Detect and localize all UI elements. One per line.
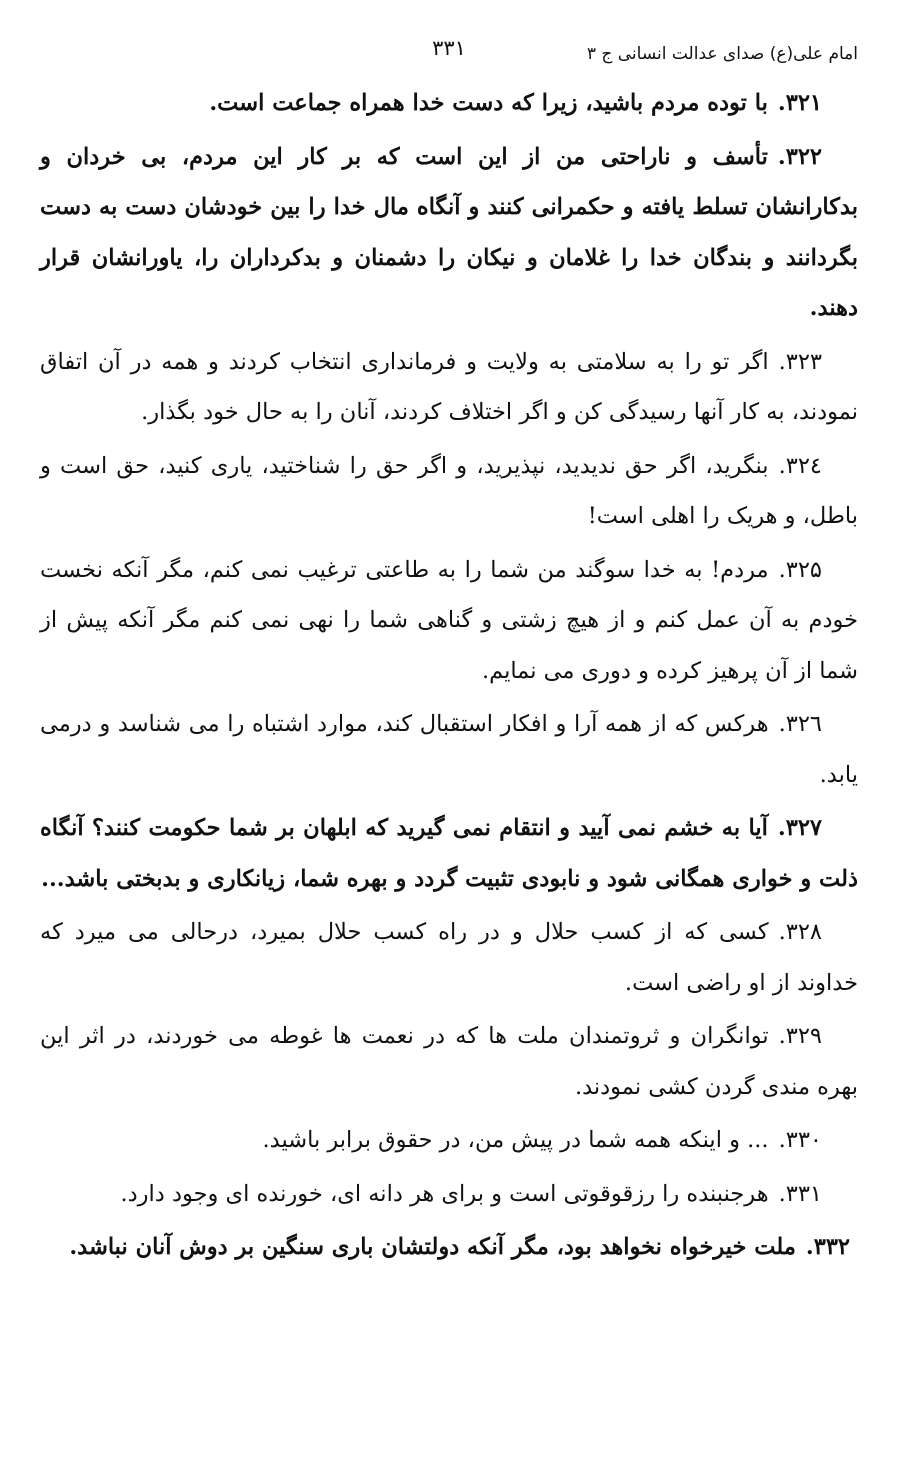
saying-number: ۳۳۱. [778, 1180, 822, 1207]
saying-item [40, 132, 858, 334]
saying-item [40, 907, 858, 1008]
saying-text: با توده مردم باشید، زیرا که دست خدا همراه جماعت است. [209, 90, 768, 116]
saying-item [40, 545, 858, 697]
saying-text: هرکس که از همه آرا و افکار استقبال کند، موارد اشتباه را می شناسد و درمی یابد. [40, 711, 858, 788]
saying-text: ... و اینکه همه شما در پیش من، در حقوق برابر باشید. [262, 1127, 769, 1153]
saying-item [40, 337, 858, 438]
saying-item [40, 441, 858, 542]
saying-text: توانگران و ثروتمندان ملت ها که در نعمت ها غوطه می خوردند، در اثر این بهره مندی گردن کشی نمودند. [40, 1023, 858, 1100]
saying-item [40, 1115, 858, 1166]
saying-number: ۳۲۹. [778, 1023, 822, 1049]
saying-item [40, 699, 858, 800]
saying-text: آیا به خشم نمی آیید و انتقام نمی گیرید که ابلهان بر شما حکومت کنند؟ آنگاه ذلت و خواری همگانی شود و نابودی تثبیت گردد و بهره شما، زیانکاری و بدبختی باشد... [40, 815, 858, 892]
saying-number: ۳۳۰. [778, 1127, 822, 1153]
saying-item [40, 1222, 858, 1273]
book-title: امام علی(ع) صدای عدالت انسانی ج ۳ [586, 44, 858, 64]
saying-text: تأسف و ناراحتی من از این است که بر کار این مردم، بی خردان و بدکارانشان تسلط یافته و حکمرانی کنند و آنگاه مال خدا را بین خودشان دست به دست بگردانند و بندگان خدا را غلامان و نیکان را دشمنان و بدکرداران را، یاورانشان قرار دهند. [40, 143, 858, 321]
saying-number: ۳۲٤. [778, 452, 822, 479]
saying-text: اگر تو را به سلامتی به ولایت و فرمانداری انتخاب کردند و همه در آن اتفاق نمودند، به کار آنها رسیدگی کن و اگر اختلاف کردند، آنان را به حال خود بگذار. [40, 348, 858, 425]
saying-number: ۳۲٦. [778, 711, 822, 737]
book-page [40, 30, 858, 1450]
saying-number: ۳۲۳. [778, 348, 822, 375]
saying-number: ۳۲۵. [778, 556, 822, 583]
saying-number: ۳۲۲. [777, 143, 822, 170]
saying-item [40, 1169, 858, 1220]
saying-number: ۳۳۲. [805, 1234, 850, 1260]
saying-number: ۳۲۱. [777, 90, 822, 116]
saying-text: کسی که از کسب حلال و در راه کسب حلال بمیرد، درحالی می میرد که خداوند از او راضی است. [40, 919, 858, 996]
saying-item [40, 803, 858, 904]
saying-text: هرجنبنده را رزقوقوتی است و برای هر دانه ای، خورنده ای وجود دارد. [120, 1180, 769, 1207]
saying-text: مردم! به خدا سوگند من شما را به طاعتی ترغیب نمی کنم، مگر آنکه نخست خودم به آن عمل کنم و از هیچ زشتی و گناهی شما را نهی نمی کنم مگر آنکه پیش از شما از آن پرهیز کرده و دوری می نمایم. [40, 556, 858, 684]
page-number: ۳۳۱ [432, 36, 466, 60]
saying-number: ۳۲۸. [778, 919, 822, 945]
saying-number: ۳۲۷. [777, 815, 822, 841]
saying-item [40, 78, 858, 129]
saying-text: بنگرید، اگر حق ندیدید، نپذیرید، و اگر حق را شناختید، یاری کنید، حق است و باطل، و هریک را اهلی است! [40, 452, 858, 529]
saying-item [40, 1011, 858, 1112]
saying-text: ملت خیرخواه نخواهد بود، مگر آنکه دولتشان باری سنگین بر دوش آنان نباشد. [69, 1234, 796, 1260]
running-header [40, 30, 858, 74]
saying-list [40, 78, 858, 1273]
